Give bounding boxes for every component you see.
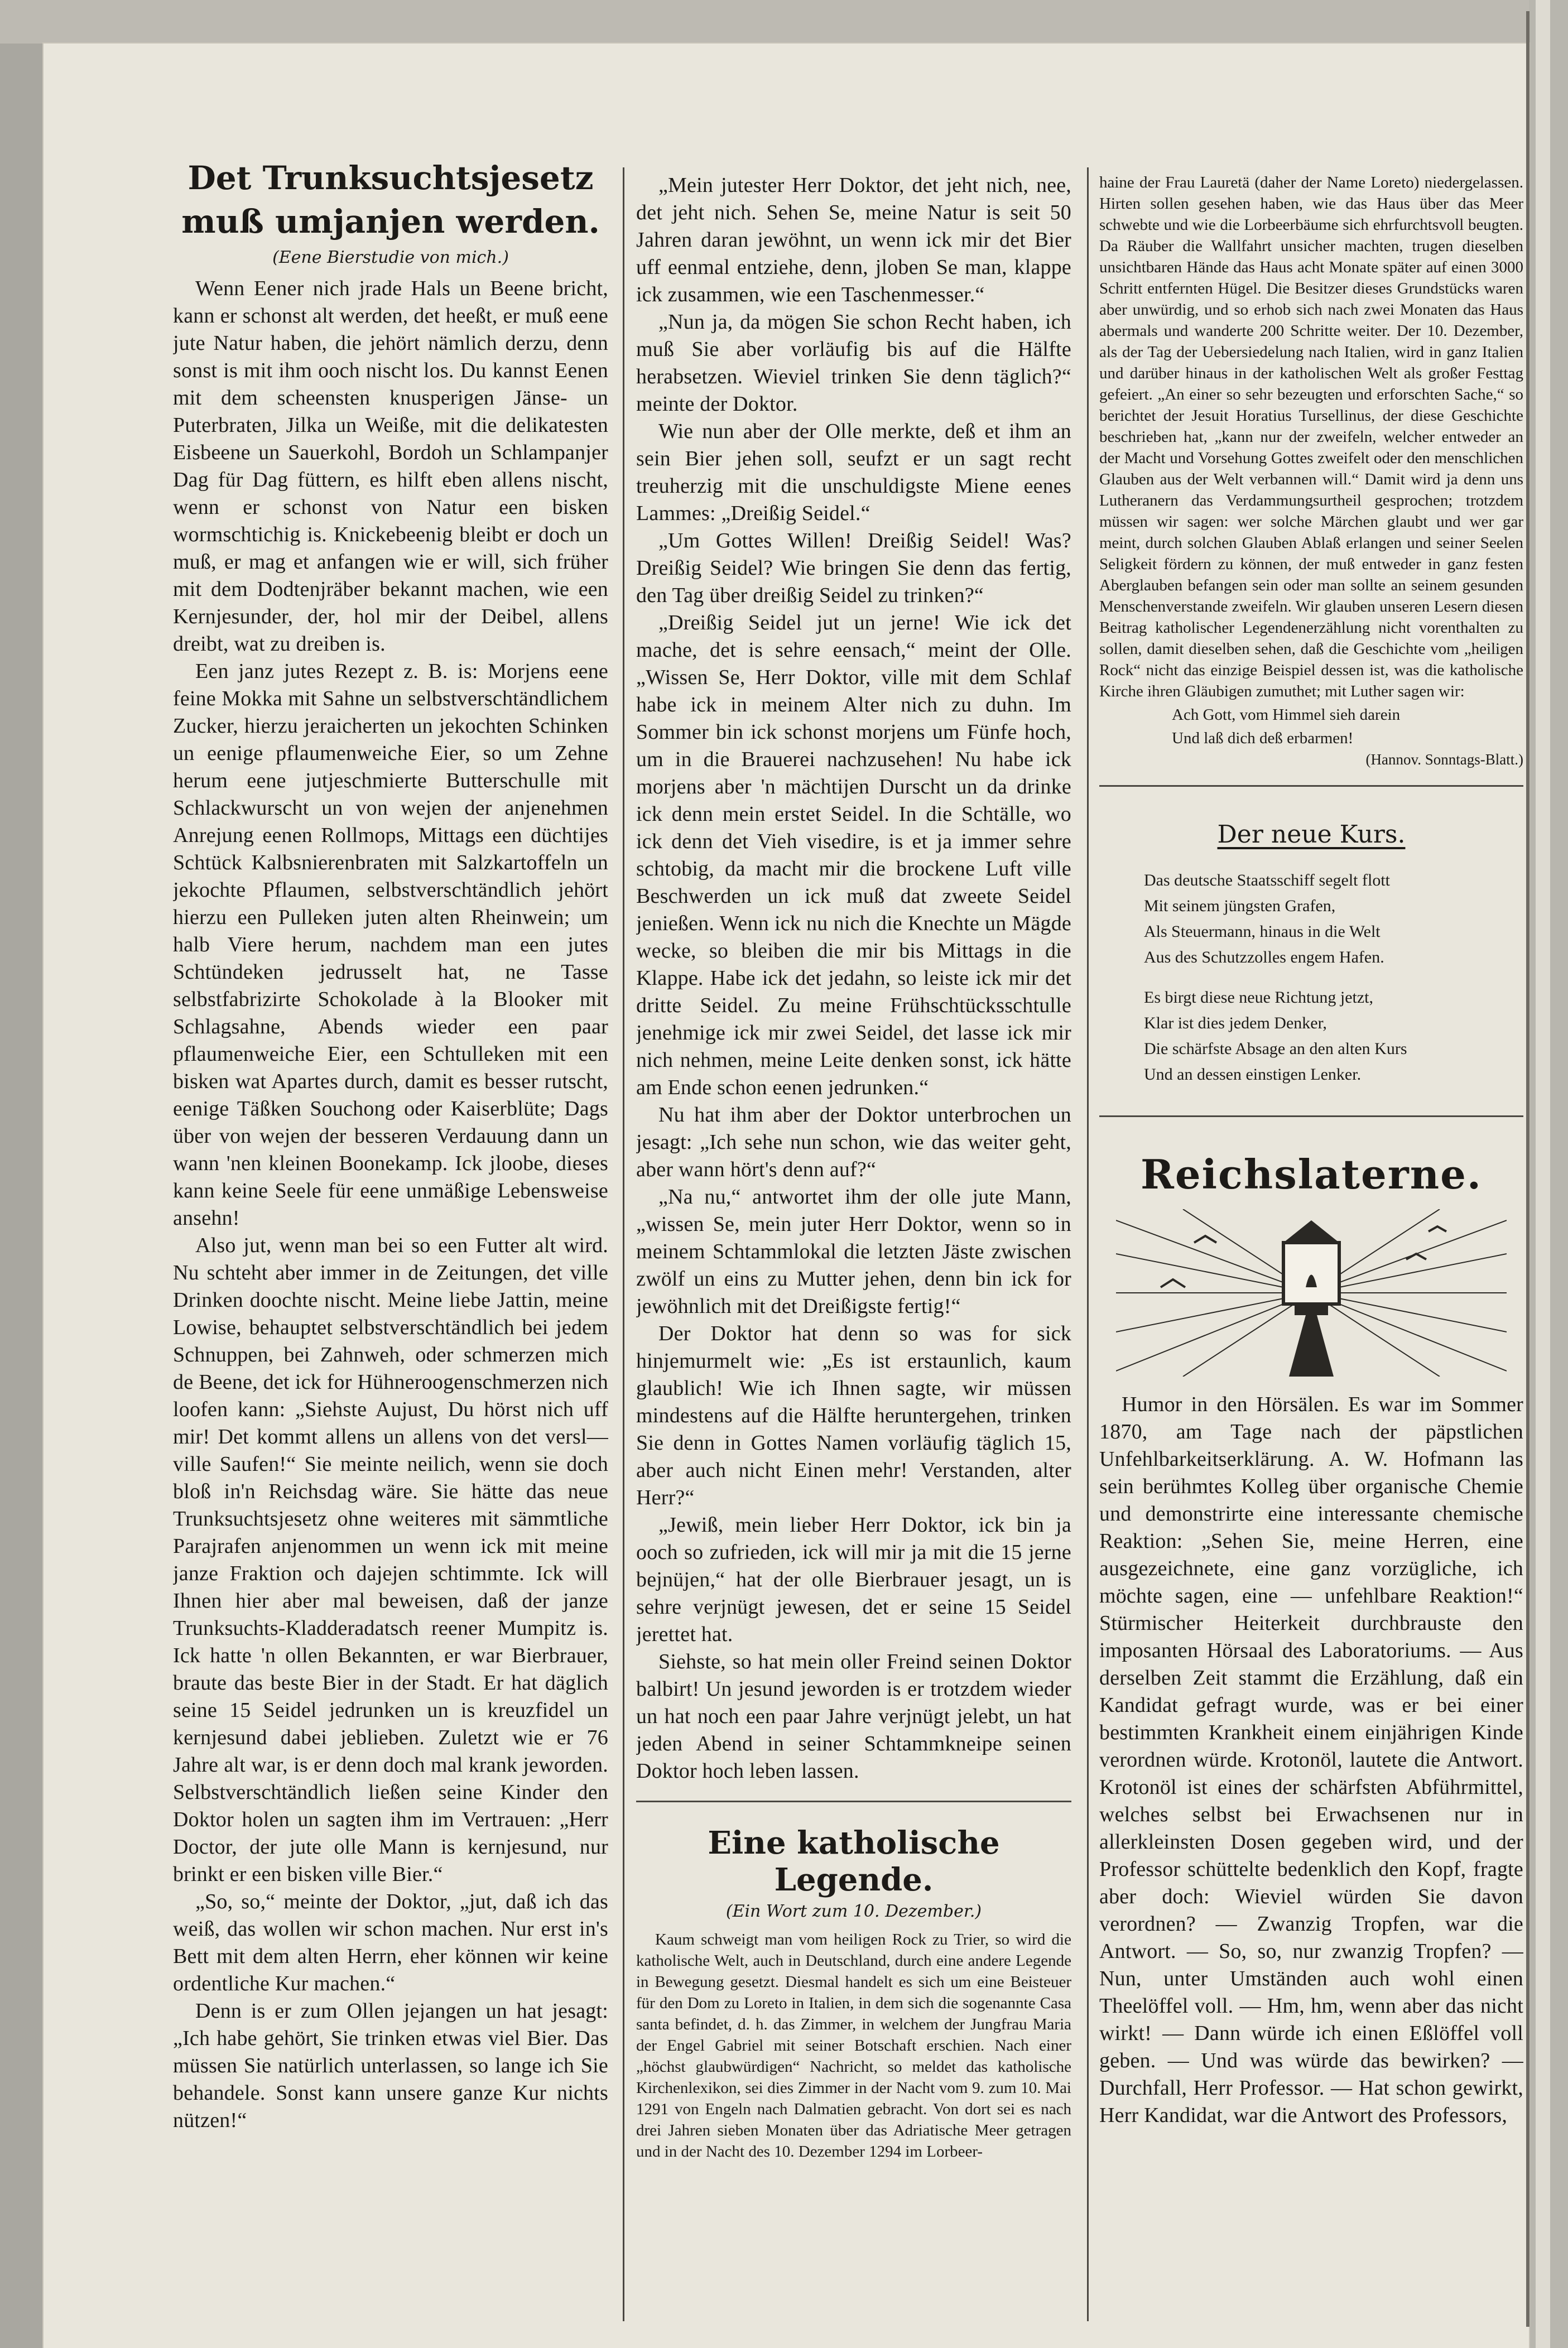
paragraph: Een janz jutes Rezept z. B. is: Morjens eene feine Mokka mit Sahne un selbstverschtändlichem Zucker, hierzu jeraicherten un jekochten Schinken un eenige pflaumenweiche Eier, so um Zehne herum eene jutjeschmierte Butterschulle mit Schlackwurscht un von wejen der anjenehmen Anrejung eenen Rollmops, Mittags een düchtijes Schtück Kalbsnierenbraten mit Salzkartoffeln un jekochte Pflaumen, selbstverschtändlich jehört hierzu een Pulleken juten alten Rheinwein; um halb Viere herum, nachdem man een jutes Schtündeken jedrusselt hat, ne Tasse selbstfabrizirte Schokolade à la Blooker mit Schlagsahne, Abends wieder een paar pflaumenweiche Eier, een Schtulleken mit een bisken wat Apartes durch, damit es besser rutscht, eenige Täßken Souchong oder Kaiserblüte; Dags über von wejen der besseren Verdauung dann un wann 'nen kleinen Boonekamp. Ick jloobe, dieses kann keine Seele für eene unmäßige Lebensweise ansehn! bbox=[173, 660, 608, 1230]
legend-body-cont bbox=[1099, 172, 1523, 702]
column-rule-1 bbox=[623, 167, 624, 2321]
lantern-illustration bbox=[1116, 1209, 1507, 1377]
paragraph: „Jewiß, mein lieber Herr Doktor, ick bin ja ooch so zufrieden, ick will mir ja mit die 15 jerne bejnüjen,“ hat der olle Bierbrauer jesagt, un is sehre verjnügt jewesen, det er seine 15 Seidel jerettet hat. bbox=[636, 1513, 1071, 1646]
section-divider bbox=[1099, 1115, 1523, 1117]
paragraph: „Um Gottes Willen! Dreißig Seidel! Was? Dreißig Seidel? Wie bringen Sie denn das fertig, den Tag über dreißig Seidel zu trinken?“ bbox=[636, 529, 1071, 607]
poem-line: Und an dessen einstigen Lenker. bbox=[1144, 1065, 1362, 1084]
paragraph: „So, so,“ meinte der Doktor, „jut, daß ich das weiß, das wollen wir schon machen. Nur erst in's Bett mit dem alten Herrn, eher können wir keine ordentliche Kur machen.“ bbox=[173, 1890, 608, 1995]
poem-line: Als Steuermann, hinaus in die Welt bbox=[1144, 922, 1381, 941]
reichslaterne-title: Reichslaterne. bbox=[1141, 1151, 1482, 1198]
paragraph: „Na nu,“ antwortet ihm der olle jute Mann, „wissen Se, mein juter Herr Doktor, wenn so in meinem Schtammlokal die letzten Jäste zwischen zwölf un eins zu Mutter jehen, denn bin ick for jewöhnlich mit det Dreißigste fertig!“ bbox=[636, 1185, 1071, 1318]
poem-line: Mit seinem jüngsten Grafen, bbox=[1144, 897, 1336, 915]
paragraph: Der Doktor hat denn so was for sick hinjemurmelt wie: „Es ist erstaunlich, kaum glaublich! Wie ich Ihnen sagte, wir müssen mindestens auf die Hälfte heruntergehen, trinken Sie denn in Gottes Namen vorläufig täglich 15, aber auch nicht Einen mehr! Verstanden, alter Herr?“ bbox=[636, 1322, 1071, 1509]
paragraph: „Nun ja, da mögen Sie schon Recht haben, ich muß Sie aber vorläufig bis auf die Hälfte herabsetzen. Wieviel trinken Sie denn täglich?“ meinte der Doktor. bbox=[636, 310, 1071, 416]
article-subtitle-trunksucht: (Eene Bierstudie von mich.) bbox=[272, 248, 509, 267]
kurs-poem bbox=[1099, 868, 1523, 1088]
scan-top-margin bbox=[0, 0, 1568, 44]
paragraph: Wie nun aber der Olle merkte, deß et ihm an sein Bier jehen soll, seufzt er un sagt recht treuherzig mit die unschuldigste Miene eenes Lammes: „Dreißig Seidel.“ bbox=[636, 420, 1071, 525]
page-edge bbox=[1526, 11, 1529, 2327]
poem-line: Ach Gott, vom Himmel sieh darein bbox=[1172, 706, 1401, 724]
column-1 bbox=[173, 112, 608, 2134]
poem-line: Klar ist dies jedem Denker, bbox=[1144, 1014, 1327, 1032]
poem-line: Aus des Schutzzolles engem Hafen. bbox=[1144, 948, 1384, 966]
article-body-trunksucht-cont bbox=[636, 172, 1071, 1785]
paragraph: Humor in den Hörsälen. Es war im Sommer 1870, am Tage nach der päpstlichen Unfehlbarkeitserklärung. A. W. Hofmann las sein berühmtes Kolleg über organische Chemie und demonstrirte eine interessante chemische Reaktion: „Sehen Sie, meine Herren, eine ausgezeichnete, eine ganz vorzügliche, ich möchte sagen, eine — unfehlbare Reaktion!“ Stürmischer Heiterkeit durchbrauste den imposanten Hörsaal des Laboratoriums. — Aus derselben Zeit stammt die Erzählung, daß ein Kandidat gefragt wurde, was er bei einer bestimmten Krankheit einem einjährigen Kinde verordnen würde. Krotonöl, lautete die Antwort. Krotonöl ist eines der schärfsten Abführmittel, welches selbst bei Erwachsenen nur in allerkleinsten Dosen gegeben wird, und der Professor schüttelte bedenklich den Kopf, fragte aber doch: Wieviel würden Sie davon verordnen? — Zwanzig Tropfen, war die Antwort. — So, so, nur zwanzig Tropfen? — Nun, unter Umständen auch wohl einen Theelöffel voll. — Hm, hm, wenn aber das nicht wirkt! — Dann würde ich einen Eßlöffel voll geben. — Und was würde das bewirken? — Durchfall, Herr Professor. — Hat schon gewirkt, Herr Kandidat, war die Antwort des Professors, bbox=[1099, 1393, 1523, 2127]
legend-title: Eine katholische Legende. bbox=[708, 1825, 1000, 1898]
paragraph: Denn is er zum Ollen jejangen un hat jesagt: „Ich habe gehört, Sie trinken etwas viel Bier. Das müssen Sie natürlich unterlassen, so lange ich Sie behandele. Sonst kann unsere ganze Kur nichts nützen!“ bbox=[173, 1999, 608, 2132]
column-rule-2 bbox=[1087, 167, 1089, 2321]
scan-right-strip bbox=[1536, 0, 1550, 2348]
article-title-trunksucht: Det Trunksuchtsjesetz muß umjanjen werden. bbox=[181, 159, 600, 240]
paragraph: Wenn Eener nich jrade Hals un Beene bricht, kann er schonst alt werden, det heeßt, er muß eene jute Natur haben, die jehört nämlich derzu, denn sonst is mit ihm ooch nischt los. Du kannst Eenen mit dem scheensten knusperigen Jänse- un Puterbraten, Jilka un Weiße, mit die delikatesten Eisbeene un Sauerkohl, Bordoh un Schlampanjer Dag für Dag füttern, es hilft eben allens nischt, wenn er schonst von Natur een bisken wormschtichig is. Knickebeenig bleibt er doch un muß, er mag et anfangen wie er will, sich früher mit dem Dodtenjräber bekannt machen, wie een Kernjesunder, der, hol mir der Deibel, allens dreibt, wat zu dreiben is. bbox=[173, 277, 608, 656]
paragraph: Kaum schweigt man vom heiligen Rock zu Trier, so wird die katholische Welt, auch in Deutschland, durch eine andere Legende in Bewegung gesetzt. Diesmal handelt es sich um eine Beisteuer für den Dom zu Loreto in Italien, in dem sich die sogenannte Casa santa befindet, d. h. das Zimmer, in welchem der Jungfrau Maria der Engel Gabriel mit seiner Botschaft erschien. Nach einer „höchst glaubwürdigen“ Nachricht, so meldet das katholische Kirchenlexikon, sei dies Zimmer in der Nacht vom 9. zum 10. Mai 1291 von Engeln nach Dalmatien gebracht. Von dort sei es nach drei Jahren sieben Monaten über das Adriatische Meer getragen und in der Nacht des 10. Dezember 1294 im Lorbeer- bbox=[636, 1931, 1071, 2161]
paragraph: Siehste, so hat mein oller Freind seinen Doktor balbirt! Un jesund jeworden is er trotzdem wieder un hat noch een paar Jahre verjnügt jelebt, un hat jeden Abend in seiner Schtammkneipe seinen Doktor hoch leben lassen. bbox=[636, 1650, 1071, 1783]
paragraph: „Mein jutester Herr Doktor, det jeht nich, nee, det jeht nich. Sehen Se, meine Natur is seit 50 Jahren daran jewöhnt, un wenn ick mir det Bier uff eenmal entziehe, denn, jloben Se man, klappe ick zusammen, wie een Taschenmesser.“ bbox=[636, 174, 1071, 306]
legend-body bbox=[636, 1929, 1071, 2162]
column-3 bbox=[1099, 112, 1523, 2129]
section-divider bbox=[636, 1801, 1071, 1802]
humor-article bbox=[1099, 1391, 1523, 2129]
paragraph: Also jut, wenn man bei so een Futter alt wird. Nu schteht aber immer in de Zeitungen, det ville Drinken doochte nischt. Meine liebe Jattin, meine Lowise, behauptet selbstverschtändlich bei jedem Schnuppen, bei Zahnweh, oder schmerzen mich de Beene, det ick for Hühneroogenschmerzen nich loofen kann: „Siehste Aujust, Du hörst nich uff mir! Det kommt allens un allens von det versl— ville Saufen!“ Sie meinte neilich, wenn sie doch bloß in'n Reichsdag wäre. Sie hätte das neue Trunksuchtsjesetz ohne weiteres mit sämmtliche Parajrafen anjenommen un wenn ick mit meine janze Fraktion och dajejen schtimmte. Ick will Ihnen hier aber mal beweisen, daß der janze Trunksuchts-Kladderadatsch reener Mumpitz is. Ick hatte 'n ollen Bekannten, er war Bierbrauer, braute das beste Bier in der Stadt. Er hat däglich seine 15 Seidel jedrunken un is kreuzfidel un kernjesund dabei jeblieben. Zuletzt wie er 76 Jahre alt war, is er denn doch mal krank jeworden. Selbstverschtändlich ließen seine Kinder den Doktor holen un sagten ihm im Vertrauen: „Herr Doctor, der jute olle Mann is kernjesund, nur brinkt er een bisken ville Bier.“ bbox=[173, 1234, 608, 1886]
poem-line: Das deutsche Staatsschiff segelt flott bbox=[1144, 871, 1391, 889]
source-attribution: (Hannov. Sonntags-Blatt.) bbox=[1365, 751, 1523, 768]
paragraph: Nu hat ihm aber der Doktor unterbrochen un jesagt: „Ich sehe nun schon, wie das weiter geht, aber wann hört's denn auf?“ bbox=[636, 1103, 1071, 1181]
poem-line: Die schärfste Absage an den alten Kurs bbox=[1144, 1040, 1407, 1058]
article-body-trunksucht bbox=[173, 275, 608, 2134]
kurs-title: Der neue Kurs. bbox=[1217, 820, 1406, 849]
poem-line: Es birgt diese neue Richtung jetzt, bbox=[1144, 988, 1374, 1007]
column-2 bbox=[636, 112, 1071, 2162]
paragraph: „Dreißig Seidel jut un jerne! Wie ick det mache, det is sehre eensach,“ meint der Olle. „Wissen Se, Herr Doktor, ville mit dem Schlaf habe ick in meinem Alter nich zu duhn. Im Sommer bin ick schonst morjens um Fünfe hoch, um in die Brauerei nachzusehen! Nu habe ick morjens aber 'n mächtijen Durscht un da drinke ick denn mein erstet Seidel. In die Schtälle, wo ick denn det Vieh visedire, is et ja immer sehre schtobig, da macht mir die brockene Luft ville Beschwerden un ick muß dat zweete Seidel jenießen. Wenn ick nu nich die Knechte un Mägde wecke, so bleiben die mir bis Mittags in die Klappe. Habe ick det jedahn, so leiste ick mir det dritte Seidel. Zu meine Frühschtücksschtulle jenehmige ick mir zwei Seidel, det lasse ick mir nich nehmen, meine Leite denken sonst, ick hätte am Ende schon eenen jedrunken.“ bbox=[636, 611, 1071, 1099]
paragraph: haine der Frau Lauretä (daher der Name Loreto) niedergelassen. Hirten sollen gesehen haben, wie das Haus über das Meer schwebte und wie die Lorbeerbäume sich ehrfurchtsvoll beugten. Da Räuber die Wallfahrt unsicher machten, trugen dieselben unsichtbaren Hände das Haus acht Monate später auf einen 3000 Schritt entfernten Hügel. Die Besitzer dieses Grundstücks waren aber unwürdig, und so erhob sich nach zwei Monaten das Haus abermals und wanderte 200 Schritte weiter. Der 10. Dezember, als der Tag der Uebersiedelung nach Italien, wird in ganz Italien und darüber hinaus in der katholischen Welt als großer Festtag gefeiert. „An einer so sehr bezeugten und erforschten Sache,“ so berichtet der Jesuit Horatius Tursellinus, der diese Geschichte beschrieben hat, „kann nur der zweifeln, welcher entweder an der Macht und Vorsehung Gottes zweifelt oder den menschlichen Glauben aus der Welt verbannen will.“ Damit wird ja denn uns Lutheranern das Verdammungsurtheil gesprochen; trotzdem müssen wir sagen: wer solche Märchen glaubt und wer gar meint, durch solchen Glauben Ablaß erlangen und seiner Seelen Seligkeit fördern zu können, der muß entweder in ganz festen Aberglauben befangen sein oder man sollte an seinem gesunden Menschenverstande zweifeln. Wir glauben unseren Lesern diesen Beitrag katholischer Legendenerzählung nicht vorenthalten zu sollen, damit dieselben sehen, daß die Geschichte vom „heiligen Rock“ nicht das einzige Beispiel dessen ist, was die katholische Kirche ihren Gläubigen zumuthet; mit Luther sagen wir: bbox=[1099, 174, 1523, 700]
poem-line: Und laß dich deß erbarmen! bbox=[1172, 729, 1354, 747]
section-divider bbox=[1099, 785, 1523, 787]
scan-left-margin bbox=[0, 44, 44, 2348]
legend-subtitle: (Ein Wort zum 10. Dezember.) bbox=[725, 1902, 982, 1921]
